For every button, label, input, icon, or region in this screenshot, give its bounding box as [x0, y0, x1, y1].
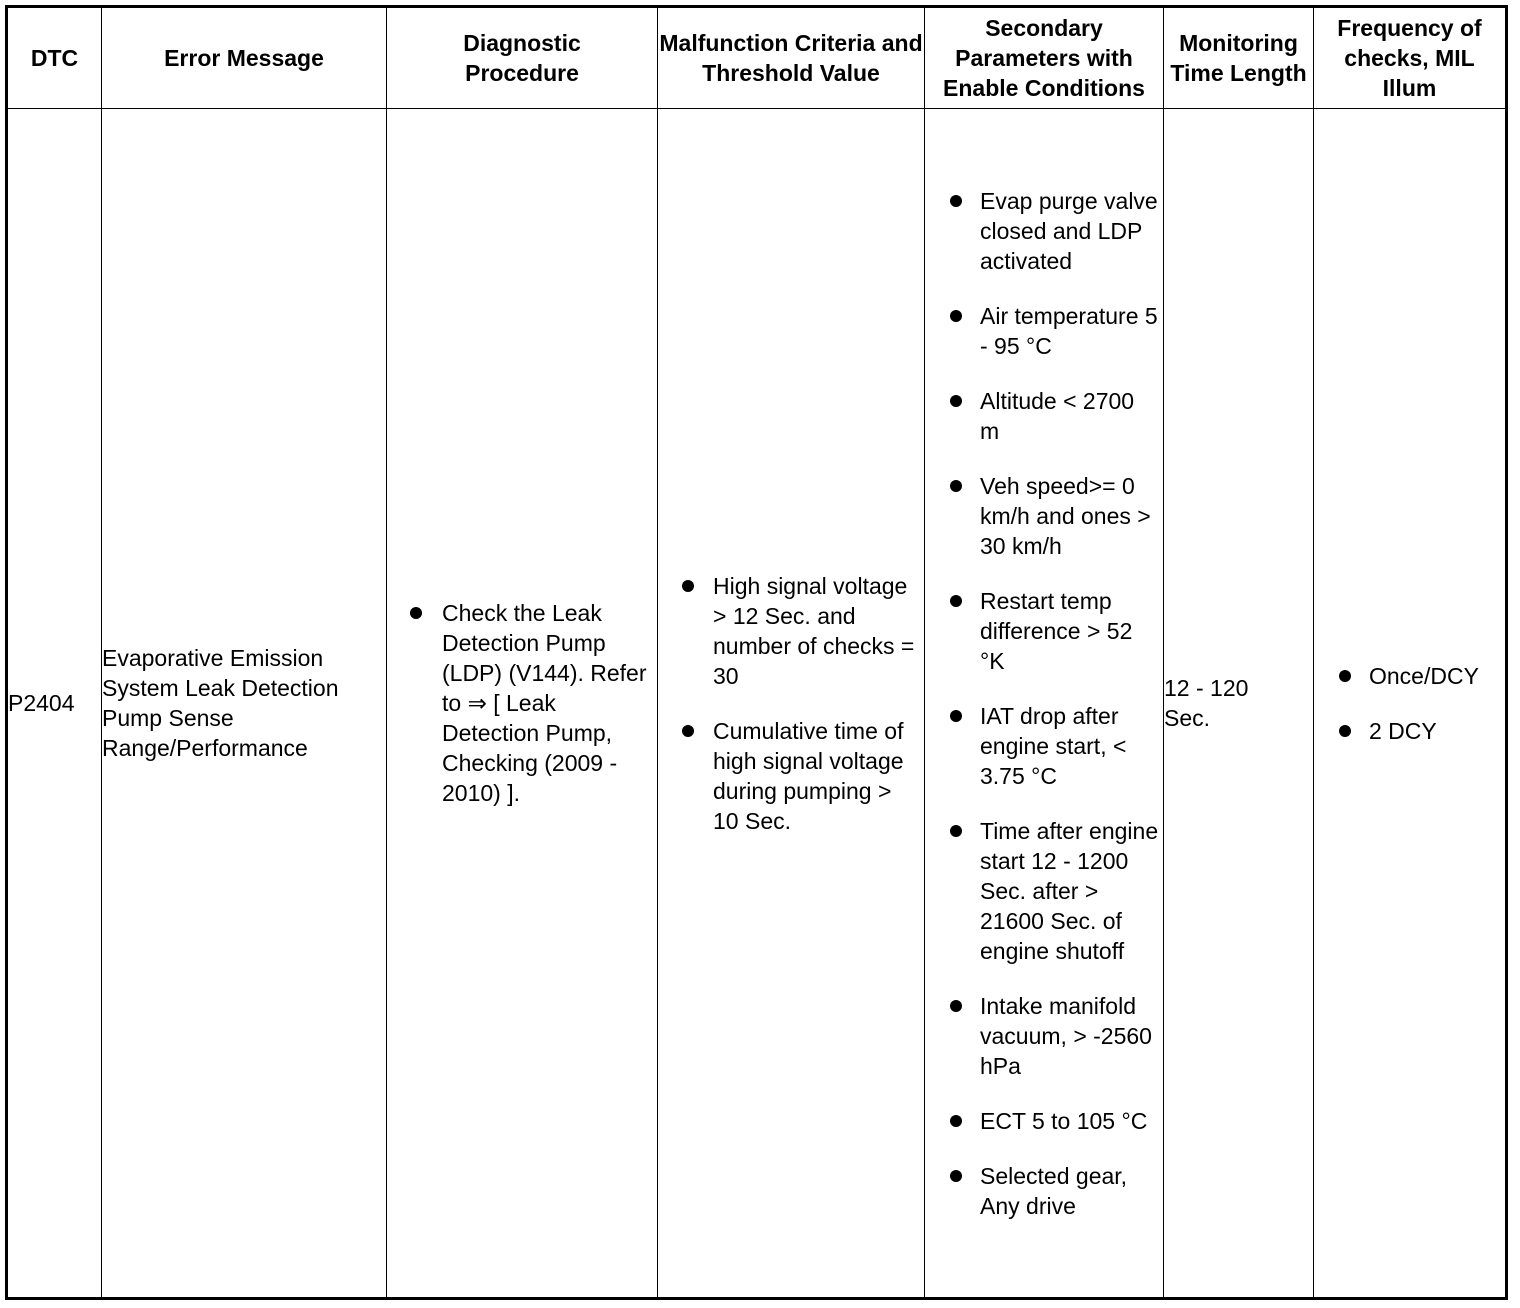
bullet-icon	[950, 480, 962, 492]
diagnostic-procedure-list	[387, 598, 657, 808]
bullet-icon	[950, 595, 962, 607]
list-item	[1314, 661, 1505, 691]
diagnostic-procedure-cell	[387, 109, 658, 1299]
header-monitoring-time: Monitoring Time Length	[1164, 7, 1314, 109]
list-item	[658, 716, 924, 836]
bullet-icon	[950, 195, 962, 207]
list-item-text: Cumulative time of high signal voltage during pumping > 10 Sec.	[713, 717, 904, 834]
list-item-text: Altitude < 2700 m	[980, 387, 1135, 444]
list-item-text: Time after engine start 12 - 1200 Sec. after > 21600 Sec. of engine shutoff	[980, 817, 1159, 964]
bullet-icon	[1339, 725, 1351, 737]
malfunction-criteria-cell	[658, 109, 925, 1299]
monitoring-time: 12 - 120 Sec.	[1164, 109, 1314, 1299]
header-frequency: Frequency of checks, MIL Illum	[1314, 7, 1507, 109]
header-secondary-parameters: Secondary Parameters with Enable Conditions	[925, 7, 1164, 109]
list-item	[925, 991, 1163, 1081]
bullet-icon	[682, 580, 694, 592]
list-item	[387, 598, 657, 808]
list-item	[925, 701, 1163, 791]
bullet-icon	[950, 1000, 962, 1012]
header-dtc: DTC	[7, 7, 102, 109]
error-message: Evaporative Emission System Leak Detection Pump Sense Range/Performance	[102, 109, 387, 1299]
list-item-text: Evap purge valve closed and LDP activated	[980, 187, 1158, 274]
secondary-parameters-cell	[925, 109, 1164, 1299]
list-item-text: Once/DCY	[1369, 662, 1479, 689]
frequency-list	[1314, 661, 1505, 746]
list-item-text: Veh speed>= 0 km/h and ones > 30 km/h	[980, 472, 1151, 559]
list-item	[925, 386, 1163, 446]
bullet-icon	[682, 725, 694, 737]
table-row	[7, 109, 1507, 1299]
bullet-icon	[950, 825, 962, 837]
list-item	[925, 186, 1163, 276]
list-item-text: High signal voltage > 12 Sec. and number of checks = 30	[713, 572, 915, 689]
dtc-table	[5, 5, 1508, 1300]
list-item	[925, 471, 1163, 561]
list-item	[658, 571, 924, 691]
bullet-icon	[950, 395, 962, 407]
bullet-icon	[950, 710, 962, 722]
header-row	[7, 7, 1507, 109]
list-item	[925, 816, 1163, 966]
bullet-icon	[410, 607, 422, 619]
secondary-parameters-list	[925, 186, 1163, 1221]
list-item-text: Restart temp difference > 52 °K	[980, 587, 1133, 674]
list-item-text: Air temperature 5 - 95 °C	[980, 302, 1158, 359]
malfunction-criteria-list	[658, 571, 924, 836]
bullet-icon	[1339, 670, 1351, 682]
list-item	[925, 1161, 1163, 1221]
list-item-text: Check the Leak Detection Pump (LDP) (V144). Refer to ⇒ [ Leak Detection Pump, Checking (2009 - 2010) ].	[442, 600, 647, 806]
header-error-message: Error Message	[102, 7, 387, 109]
list-item-text: Intake manifold vacuum, > -2560 hPa	[980, 992, 1152, 1079]
header-malfunction-criteria: Malfunction Criteria and Threshold Value	[658, 7, 925, 109]
list-item	[925, 301, 1163, 361]
bullet-icon	[950, 1115, 962, 1127]
list-item-text: 2 DCY	[1369, 717, 1437, 744]
list-item-text: IAT drop after engine start, < 3.75 °C	[980, 702, 1127, 789]
list-item-text: Selected gear, Any drive	[980, 1162, 1128, 1219]
list-item	[1314, 716, 1505, 746]
frequency-cell	[1314, 109, 1507, 1299]
list-item	[925, 1106, 1163, 1136]
list-item	[925, 586, 1163, 676]
dtc-code: P2404	[7, 109, 102, 1299]
bullet-icon	[950, 1170, 962, 1182]
bullet-icon	[950, 310, 962, 322]
header-diagnostic-procedure: Diagnostic Procedure	[387, 7, 658, 109]
list-item-text: ECT 5 to 105 °C	[980, 1107, 1148, 1134]
